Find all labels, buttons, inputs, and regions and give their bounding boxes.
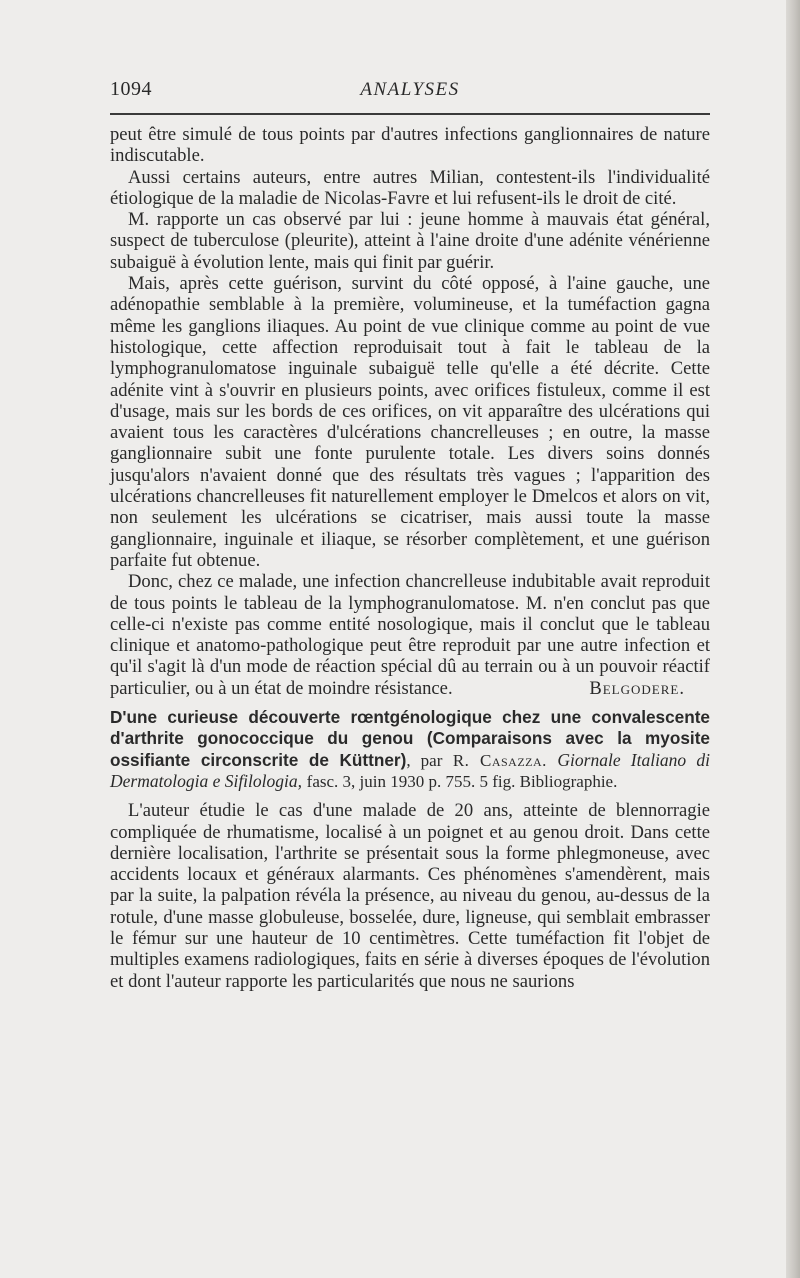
running-title: ANALYSES [360,79,460,100]
article-heading [110,707,710,792]
page-header [110,78,710,106]
page-edge-shadow [786,0,800,1278]
page-number: 1094 [110,78,152,100]
paragraph: Aussi certains auteurs, entre autres Milian, contestent-ils l'individualité étiologique de la maladie de Nicolas-Favre et lui refusent-ils le droit de cité. [110,166,710,209]
paragraph: peut être simulé de tous points par d'autres infections ganglionnaires de nature indiscutable. [110,124,710,167]
review-signature: Belgodere. [589,677,685,699]
paragraph: Mais, après cette guérison, survint du côté opposé, à l'aine gauche, une adénopathie semblable à la première, volumineuse, et la tuméfaction gagna même les ganglions iliaques. Au point de vue clinique comme au point de vue histologique, cette affection reproduisait tout à fait le tableau de la lymphogranulomatose inguinale subaiguë telle qu'elle a été décrite. Cette adénite vint à s'ouvrir en plusieurs points, avec orifices fistuleux, comme il est d'usage, mais sur les bords de ces orifices, on vit apparaître des ulcérations qui avaient tous les caractères d'ulcérations chancrelleuses ; en outre, la masse ganglionnaire subit une fonte purulente totale. Les divers soins donnés jusqu'alors n'avaient donné que des résultats très vagues ; l'apparition des ulcérations chancrelleuses fit naturellement employer le Dmelcos et alors on vit, non seulement les ulcérations se cicatriser, mais aussi toute la masse ganglionnaire, inguinale et iliaque, se résorber complètement, et une guérison parfaite fut obtenue. [110,273,710,571]
paragraph [110,571,710,699]
article-by: , par [406,750,443,770]
article-details: fasc. 3, juin 1930 p. 755. 5 fig. Bibliographie. [306,771,618,791]
article-title: D'une curieuse découverte rœntgénologique chez une convalescente d'arthrite gonococcique du genou (Comparaisons avec la myosite ossifiante circonscrite de Küttner) [110,707,710,770]
article-author: R. Casazza. [452,750,547,770]
body-text [110,124,710,992]
paragraph: M. rapporte un cas observé par lui : jeune homme à mauvais état général, suspect de tuberculose (pleurite), atteint à l'aine droite d'une adénite vénérienne subaiguë à évolution lente, mais qui finit par guérir. [110,209,710,273]
paragraph-text: Donc, chez ce malade, une infection chancrelleuse indubitable avait reproduit de tous points le tableau de la lymphogranulomatose. M. n'en conclut pas que celle-ci n'existe pas comme entité nosologique, mais il conclut que le tableau clinique et anatomo-pathologique peut être reproduit par une autre infection et qu'il s'agit là d'un mode de réaction spécial dû au terrain ou à un pouvoir réactif particulier, ou à un état de moindre résistance. [110,571,710,699]
header-rule [110,113,710,115]
article-journal: Giornale Italiano di Dermatologia e Sifilologia, [110,749,710,791]
article-body: L'auteur étudie le cas d'une malade de 20 ans, atteinte de blennorragie compliquée de rhumatisme, localisé à un poignet et au genou droit. Dans cette dernière localisation, l'arthrite se présentait sous la forme phlegmoneuse, avec accidents locaux et généraux alarmants. Ces phénomènes s'amendèrent, mais par la suite, la palpation révéla la présence, au niveau du genou, au-dessus de la rotule, d'une masse globuleuse, bosselée, dure, ligneuse, qui semblait embrasser le fémur sur une hauteur de 10 centimètres. Cette tuméfaction fit l'objet de multiples examens radiologiques, faits en série à diverses époques de l'évolution et dont l'auteur rapporte les particularités que nous ne saurions [110,800,710,992]
